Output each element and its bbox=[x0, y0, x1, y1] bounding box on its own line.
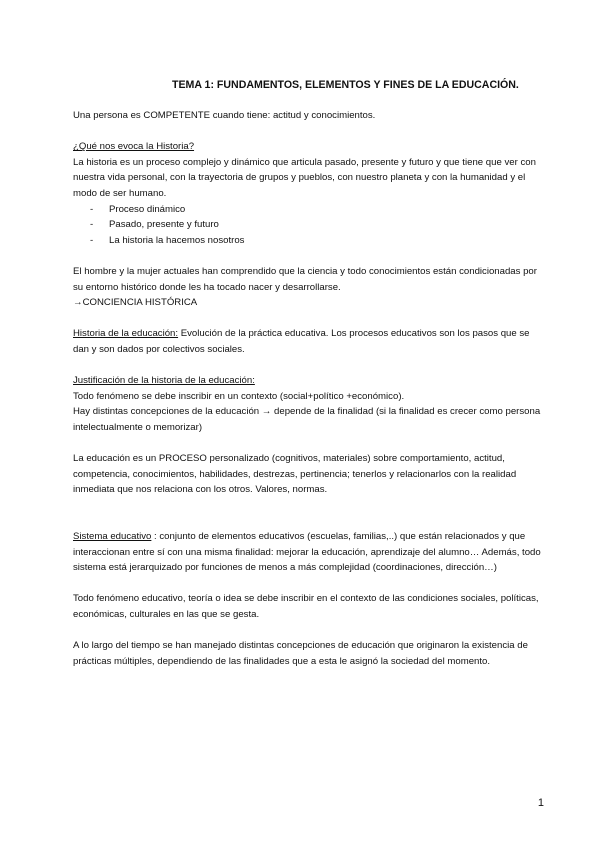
spacer bbox=[73, 435, 543, 451]
bullet-text: La historia la hacemos nosotros bbox=[109, 234, 245, 246]
spacer bbox=[73, 248, 543, 264]
list-item bbox=[73, 202, 543, 218]
list-item bbox=[73, 217, 543, 233]
proceso-paragraph: La educación es un PROCESO personalizado (cognitivos, materiales) sobre comportamiento, actitud, competencia, conocimientos, habilidades, destrezas, pertinencia; tenerlos y relacionarlos con la realidad inmediata que nos relaciona con los otros. Valores, normas. bbox=[73, 453, 517, 496]
document-body bbox=[73, 108, 543, 669]
justificacion-heading: Justificación de la historia de la educación: bbox=[73, 375, 255, 387]
historia-heading: ¿Qué nos evoca la Historia? bbox=[73, 141, 195, 153]
spacer bbox=[73, 576, 543, 592]
historia-paragraph: La historia es un proceso complejo y dinámico que articula pasado, presente y futuro y que tiene que ver con nuestra vida personal, con la trayectoria de grupos y pueblos, con nuestro planeta y con la humanidad y el modo de ser humano. bbox=[73, 156, 536, 199]
sistema-label: Sistema educativo bbox=[73, 531, 152, 543]
spacer bbox=[73, 623, 543, 639]
concepciones-paragraph: A lo largo del tiempo se han manejado distintas concepciones de educación que originaron la existencia de prácticas múltiples, dependiendo de las finalidades que a esta le asignó la sociedad del momento. bbox=[73, 640, 528, 667]
sistema-paragraph bbox=[73, 529, 543, 576]
conciencia-paragraph: El hombre y la mujer actuales han comprendido que la ciencia y todo conocimientos están condicionadas por su entorno histórico donde les ha tocado nacer y desarrollarse. bbox=[73, 265, 537, 293]
bullet-dash: - bbox=[90, 203, 94, 215]
list-item bbox=[73, 233, 543, 249]
spacer bbox=[73, 311, 543, 327]
conciencia-arrow-line: →CONCIENCIA HISTÓRICA bbox=[73, 297, 198, 309]
fenomeno-paragraph: Todo fenómeno educativo, teoría o idea se debe inscribir en el contexto de las condiciones sociales, políticas, económicas, culturales en las que se gesta. bbox=[73, 593, 539, 620]
intro-paragraph: Una persona es COMPETENTE cuando tiene: actitud y conocimientos. bbox=[73, 110, 376, 121]
spacer bbox=[73, 358, 543, 374]
spacer bbox=[73, 498, 543, 529]
bullet-dash: - bbox=[90, 219, 94, 231]
justificacion-line-2: Hay distintas concepciones de la educación → depende de la finalidad (si la finalidad es crecer como persona intelectualmente o memorizar) bbox=[73, 406, 541, 433]
sistema-text: : conjunto de elementos educativos (escuelas, familias,..) que están relacionados y que interaccionan entre sí con una misma finalidad: mejorar la educación, aprendizaje del alumno… Además, todo sistema está jerarquizado por funciones de menos a más complejidad (coordinaciones, dirección…) bbox=[73, 531, 541, 574]
historia-educacion-label: Historia de la educación: bbox=[73, 328, 179, 340]
bullet-text: Pasado, presente y futuro bbox=[109, 219, 219, 231]
spacer bbox=[73, 124, 543, 140]
bullet-dash: - bbox=[90, 234, 94, 246]
page-number: 1 bbox=[537, 797, 544, 809]
historia-educacion-text: Evolución de la práctica educativa. Los procesos educativos son los pasos que se dan y son dados por colectivos sociales. bbox=[73, 328, 530, 355]
page-title: TEMA 1: FUNDAMENTOS, ELEMENTOS Y FINES DE LA EDUCACIÓN. bbox=[172, 79, 519, 91]
historia-bullet-list bbox=[73, 202, 543, 249]
bullet-text: Proceso dinámico bbox=[109, 203, 186, 215]
historia-educacion-paragraph bbox=[73, 326, 543, 357]
justificacion-line-1: Todo fenómeno se debe inscribir en un contexto (social+político +económico). bbox=[73, 390, 405, 402]
